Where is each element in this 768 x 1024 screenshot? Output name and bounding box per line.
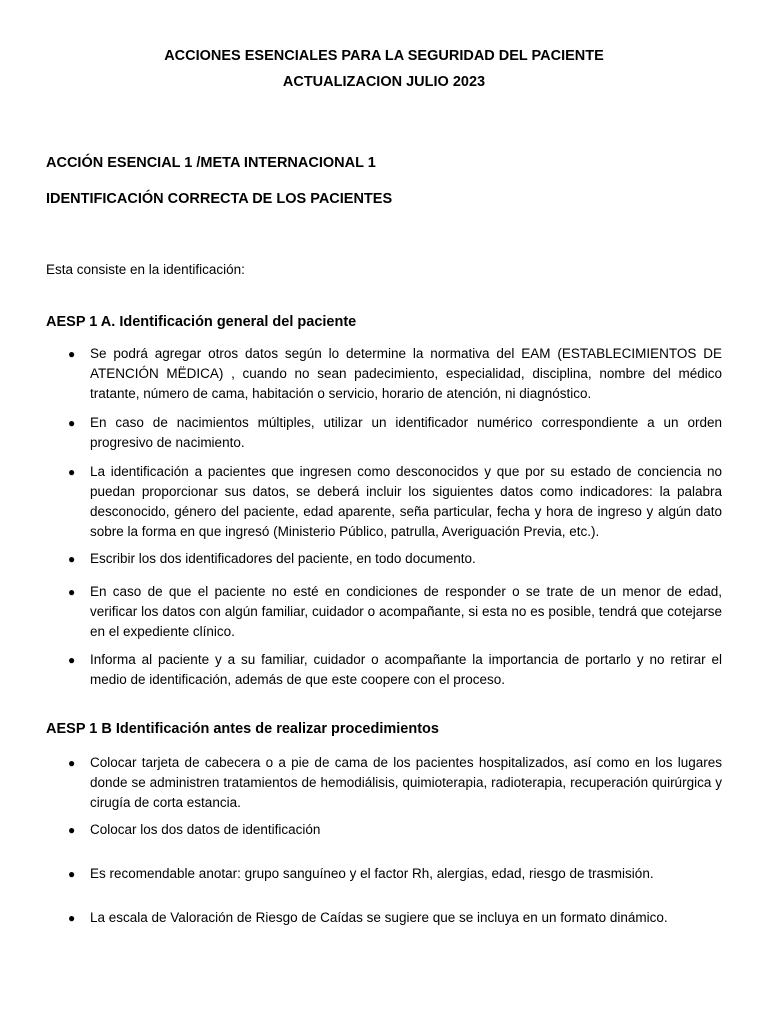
list-item-text: La escala de Valoración de Riesgo de Caídas se sugiere que se incluya en un formato dinámico. — [90, 910, 668, 925]
bullet-icon: ● — [68, 823, 76, 837]
document-title: ACCIONES ESENCIALES PARA LA SEGURIDAD DEL PACIENTE — [164, 48, 604, 64]
bullet-icon: ● — [68, 756, 76, 770]
list-item — [68, 462, 722, 542]
list-item — [68, 650, 722, 690]
bullet-icon: ● — [68, 552, 76, 566]
list-item-text: En caso de que el paciente no esté en condiciones de responder o se trate de un menor de edad, verificar los datos con algún familiar, cuidador o acompañante, si esta no es posible, tendrá que cotejarse en el expediente clínico. — [90, 584, 722, 639]
list-item-text: En caso de nacimientos múltiples, utilizar un identificador numérico correspondiente a un orden progresivo de nacimiento. — [90, 415, 722, 450]
intro-text: Esta consiste en la identificación: — [46, 262, 245, 277]
bullet-icon: ● — [68, 867, 76, 881]
bullet-icon: ● — [68, 465, 76, 479]
list-item — [68, 820, 722, 840]
bullet-icon: ● — [68, 911, 76, 925]
list-item-text: La identificación a pacientes que ingresen como desconocidos y que por su estado de conciencia no puedan proporcionar sus datos, se deberá incluir los siguientes datos como indicadores: la palabra desconocido, género del paciente, edad aparente, seña particular, fecha y hora de ingreso y algún dato sobre la forma en que ingresó (Ministerio Público, patrulla, Averiguación Previa, etc.). — [90, 464, 722, 539]
list-item-text: Escribir los dos identificadores del paciente, en todo documento. — [90, 551, 476, 566]
list-item — [68, 864, 722, 884]
list-item-text: Colocar tarjeta de cabecera o a pie de cama de los pacientes hospitalizados, así como en los lugares donde se administren tratamientos de hemodiálisis, quimioterapia, radioterapia, recuperación quirúrgica y cirugía de corta estancia. — [90, 755, 722, 810]
list-item-text: Colocar los dos datos de identificación — [90, 822, 321, 837]
list-item — [68, 344, 722, 404]
list-item-text: Es recomendable anotar: grupo sanguíneo y el factor Rh, alergias, edad, riesgo de trasmisión. — [90, 866, 654, 881]
list-item — [68, 549, 722, 569]
document-subtitle: ACTUALIZACION JULIO 2023 — [282, 74, 486, 90]
action-heading: ACCIÓN ESENCIAL 1 /META INTERNACIONAL 1 — [46, 155, 376, 171]
section-b-heading: AESP 1 B Identificación antes de realizar procedimientos — [46, 721, 439, 737]
bullet-icon: ● — [68, 347, 76, 361]
section-a-heading: AESP 1 A. Identificación general del paciente — [46, 314, 357, 330]
action-subheading: IDENTIFICACIÓN CORRECTA DE LOS PACIENTES — [46, 191, 393, 207]
list-item — [68, 413, 722, 453]
list-item — [68, 753, 722, 813]
list-item-text: Se podrá agregar otros datos según lo determine la normativa del EAM (ESTABLECIMIENTOS DE ATENCIÓN MËDICA) , cuando no sean padecimiento, especialidad, disciplina, nombre del médico tratante, número de cama, habitación o servicio, horario de atención, ni diagnóstico. — [90, 346, 722, 401]
list-item — [68, 582, 722, 642]
bullet-icon: ● — [68, 416, 76, 430]
list-item-text: Informa al paciente y a su familiar, cuidador o acompañante la importancia de portarlo y no retirar el medio de identificación, además de que este coopere con el proceso. — [90, 652, 722, 687]
list-item — [68, 908, 722, 928]
bullet-icon: ● — [68, 653, 76, 667]
bullet-icon: ● — [68, 585, 76, 599]
